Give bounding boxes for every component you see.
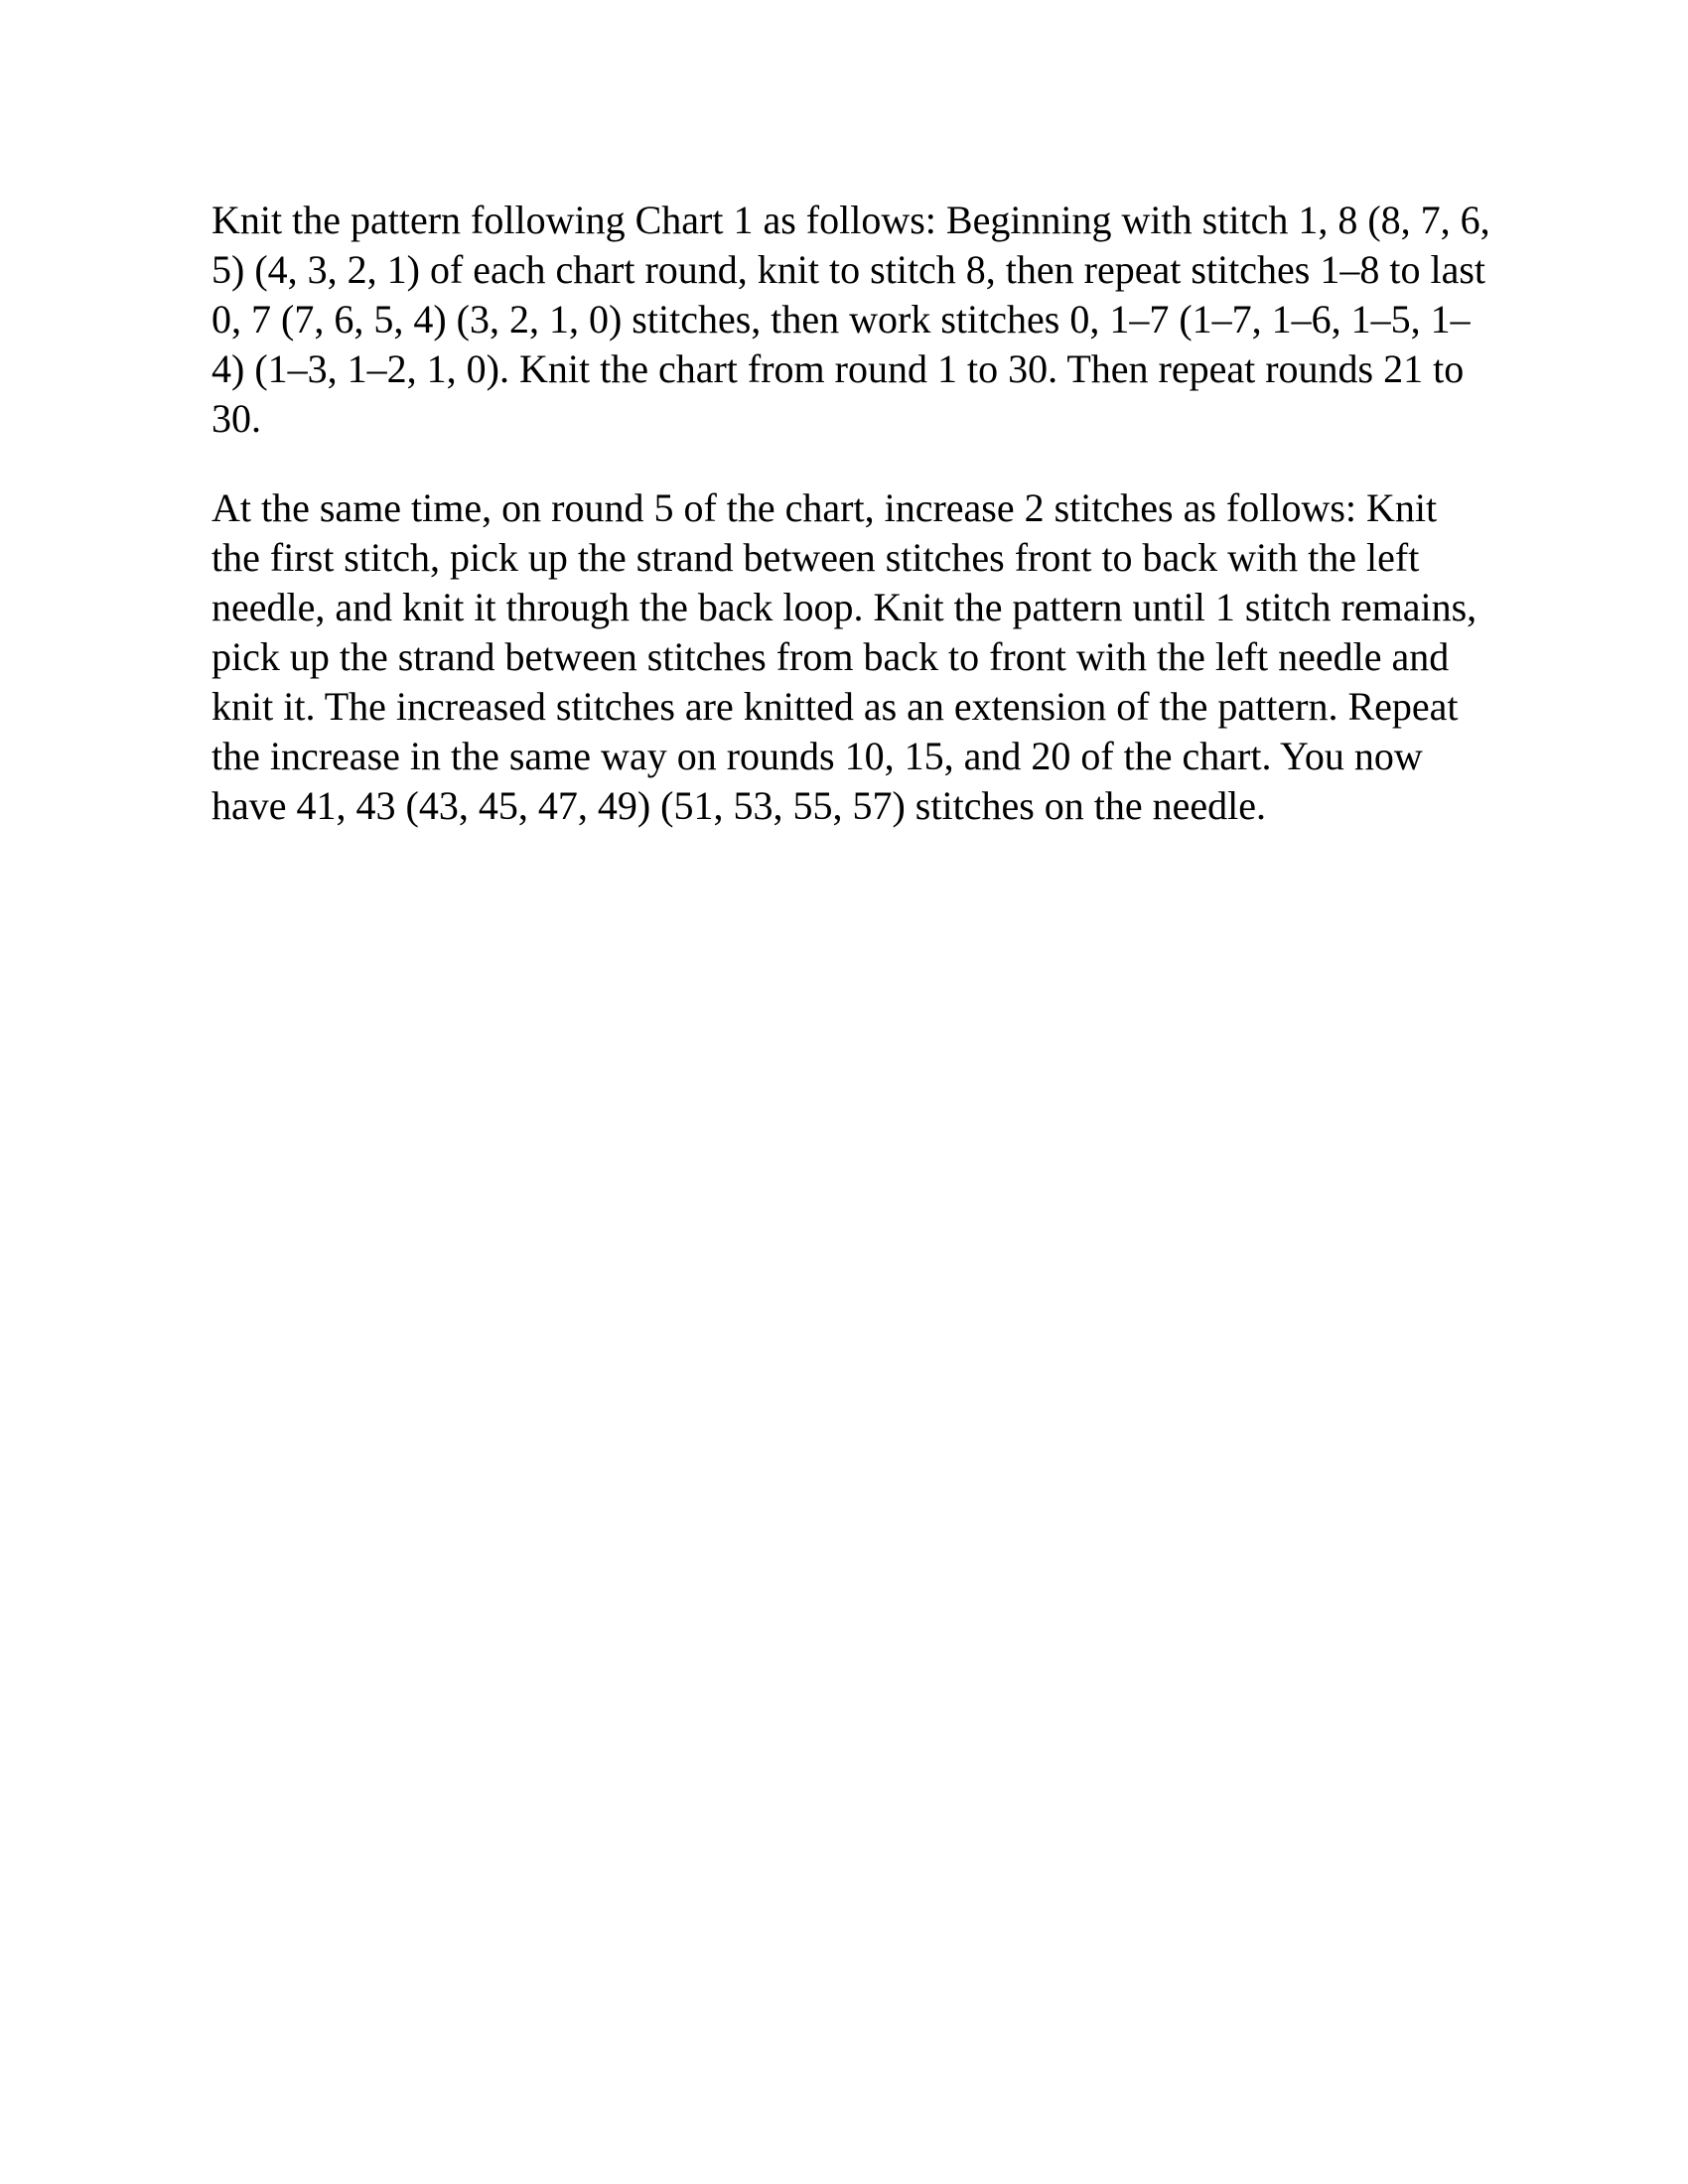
paragraph-increase-instructions: At the same time, on round 5 of the chart, increase 2 stitches as follows: Knit the first stitch, pick up the strand between stitches front to back with the left needle, and knit it through the back loop. Knit the pattern until 1 stitch remains, pick up the strand between stitches from back to front with the left needle and knit it. The increased stitches are knitted as an extension of the pattern. Repeat the increase in the same way on rounds 10, 15, and 20 of the chart. You now have 41, 43 (43, 45, 47, 49) (51, 53, 55, 57) stitches on the needle. [211,485,1477,828]
body-text [211,196,1492,871]
paragraph-chart-instructions: Knit the pattern following Chart 1 as follows: Beginning with stitch 1, 8 (8, 7, 6, 5) (4, 3, 2, 1) of each chart round, knit to stitch 8, then repeat stitches 1–8 to last 0, 7 (7, 6, 5, 4) (3, 2, 1, 0) stitches, then work stitches 0, 1–7 (1–7, 1–6, 1–5, 1–4) (1–3, 1–2, 1, 0). Knit the chart from round 1 to 30. Then repeat rounds 21 to 30. [211,198,1490,441]
